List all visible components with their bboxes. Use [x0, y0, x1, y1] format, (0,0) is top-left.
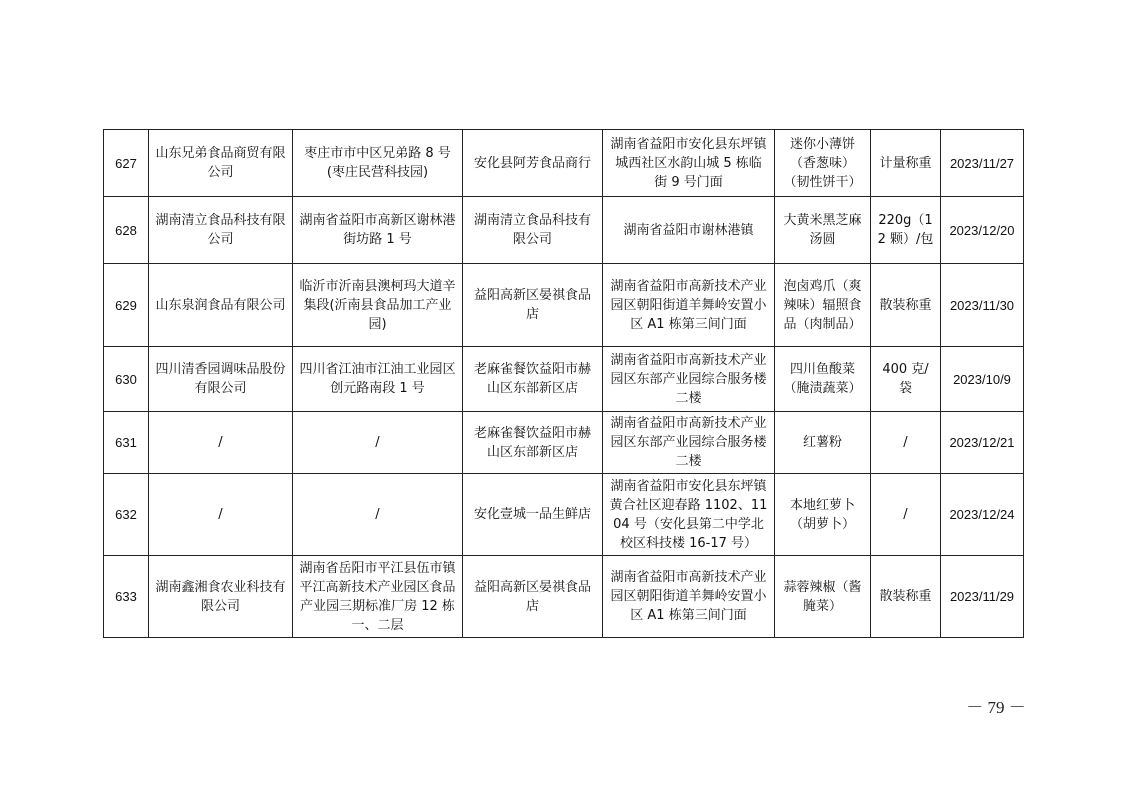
- row-number: 632: [104, 474, 149, 556]
- sampled-address: 湖南省益阳市高新技术产业园区朝阳街道羊舞岭安置小区 A1 栋第三间门面: [603, 556, 775, 638]
- production-date: 2023/12/21: [941, 412, 1024, 474]
- sampled-address: 湖南省益阳市谢林港镇: [603, 197, 775, 264]
- product-name: 四川鱼酸菜（腌渍蔬菜）: [775, 347, 871, 412]
- product-name: 红薯粉: [775, 412, 871, 474]
- product-name: 迷你小薄饼（香葱味）（韧性饼干）: [775, 130, 871, 197]
- table-row: [104, 347, 1024, 412]
- manufacturer: 湖南清立食品科技有限公司: [149, 197, 293, 264]
- sampled-unit: 安化壹城一品生鲜店: [463, 474, 603, 556]
- production-date: 2023/11/27: [941, 130, 1024, 197]
- sampled-unit: 湖南清立食品科技有限公司: [463, 197, 603, 264]
- production-date: 2023/11/30: [941, 264, 1024, 347]
- specification: 散装称重: [871, 556, 941, 638]
- manufacturer: 山东泉润食品有限公司: [149, 264, 293, 347]
- table-row: [104, 474, 1024, 556]
- manufacturer-address: 湖南省岳阳市平江县伍市镇平江高新技术产业园区食品产业园三期标准厂房 12 栋一、二层: [293, 556, 463, 638]
- sampled-address: 湖南省益阳市安化县东坪镇黄合社区迎春路 1102、1104 号（安化县第二中学北校区科技楼 16-17 号）: [603, 474, 775, 556]
- page-number: － 79 －: [966, 698, 1026, 717]
- product-name: 大黄米黑芝麻汤圆: [775, 197, 871, 264]
- sampled-address: 湖南省益阳市安化县东坪镇城西社区水韵山城 5 栋临街 9 号门面: [603, 130, 775, 197]
- specification: 220g（12 颗）/包: [871, 197, 941, 264]
- production-date: 2023/11/29: [941, 556, 1024, 638]
- specification: 400 克/袋: [871, 347, 941, 412]
- table-row: [104, 556, 1024, 638]
- specification: /: [871, 474, 941, 556]
- product-name: 泡卤鸡爪（爽辣味）辐照食品（肉制品）: [775, 264, 871, 347]
- sampled-address: 湖南省益阳市高新技术产业园区东部产业园综合服务楼二楼: [603, 347, 775, 412]
- row-number: 630: [104, 347, 149, 412]
- manufacturer: /: [149, 474, 293, 556]
- manufacturer-address: 枣庄市市中区兄弟路 8 号(枣庄民营科技园): [293, 130, 463, 197]
- specification: 计量称重: [871, 130, 941, 197]
- table-row: [104, 130, 1024, 197]
- table-row: [104, 197, 1024, 264]
- row-number: 633: [104, 556, 149, 638]
- sampled-address: 湖南省益阳市高新技术产业园区东部产业园综合服务楼二楼: [603, 412, 775, 474]
- sampling-results-table: [103, 129, 1024, 638]
- row-number: 631: [104, 412, 149, 474]
- sampled-unit: 益阳高新区晏祺食品店: [463, 556, 603, 638]
- sampled-unit: 安化县阿芳食品商行: [463, 130, 603, 197]
- sampled-unit: 老麻雀餐饮益阳市赫山区东部新区店: [463, 412, 603, 474]
- manufacturer: /: [149, 412, 293, 474]
- sampled-unit: 老麻雀餐饮益阳市赫山区东部新区店: [463, 347, 603, 412]
- manufacturer-address: /: [293, 474, 463, 556]
- specification: /: [871, 412, 941, 474]
- row-number: 628: [104, 197, 149, 264]
- table-row: [104, 412, 1024, 474]
- row-number: 627: [104, 130, 149, 197]
- production-date: 2023/10/9: [941, 347, 1024, 412]
- manufacturer-address: 临沂市沂南县澳柯玛大道辛集段(沂南县食品加工产业园): [293, 264, 463, 347]
- row-number: 629: [104, 264, 149, 347]
- specification: 散装称重: [871, 264, 941, 347]
- manufacturer: 四川清香园调味品股份有限公司: [149, 347, 293, 412]
- manufacturer-address: 四川省江油市江油工业园区创元路南段 1 号: [293, 347, 463, 412]
- product-name: 蒜蓉辣椒（酱腌菜）: [775, 556, 871, 638]
- product-name: 本地红萝卜（胡萝卜）: [775, 474, 871, 556]
- sampled-address: 湖南省益阳市高新技术产业园区朝阳街道羊舞岭安置小区 A1 栋第三间门面: [603, 264, 775, 347]
- table-row: [104, 264, 1024, 347]
- sampled-unit: 益阳高新区晏祺食品店: [463, 264, 603, 347]
- manufacturer: 湖南鑫湘食农业科技有限公司: [149, 556, 293, 638]
- production-date: 2023/12/24: [941, 474, 1024, 556]
- manufacturer: 山东兄弟食品商贸有限公司: [149, 130, 293, 197]
- production-date: 2023/12/20: [941, 197, 1024, 264]
- manufacturer-address: 湖南省益阳市高新区谢林港街坊路 1 号: [293, 197, 463, 264]
- manufacturer-address: /: [293, 412, 463, 474]
